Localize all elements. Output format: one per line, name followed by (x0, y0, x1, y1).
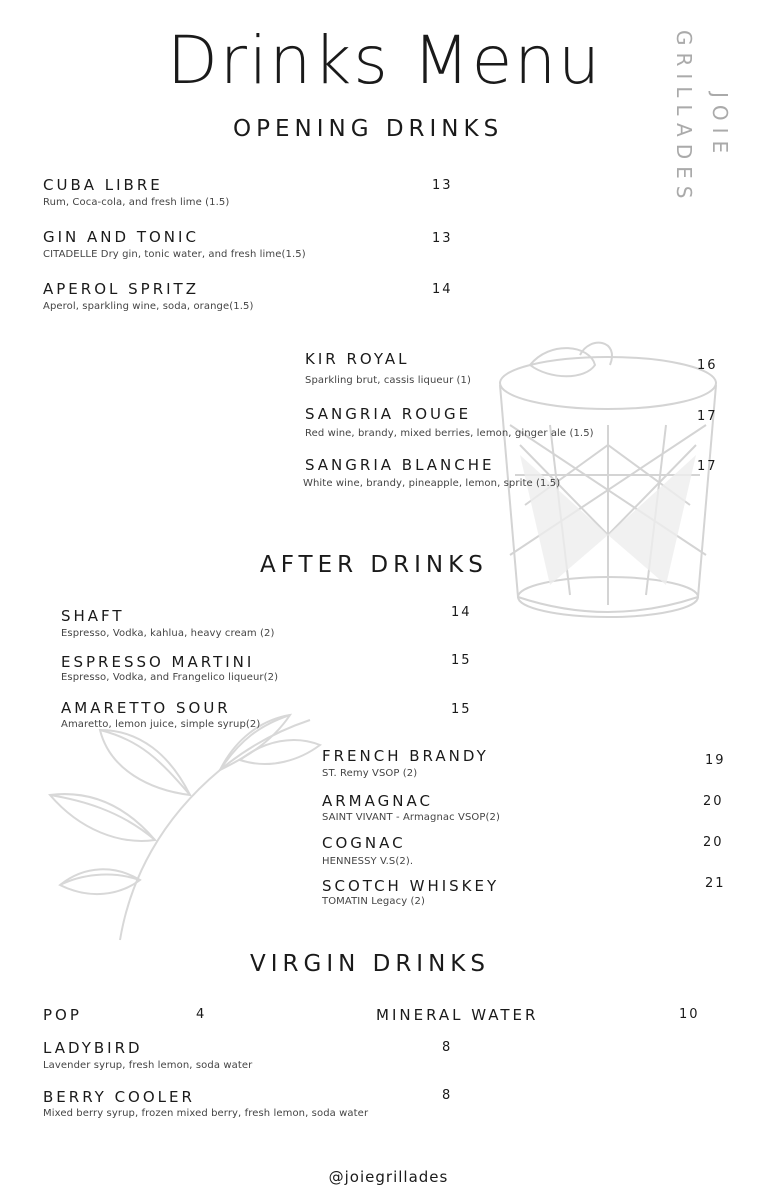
drink-name: FRENCH BRANDY (322, 747, 489, 765)
drink-price: 4 (196, 1007, 207, 1022)
drink-price: 15 (451, 702, 472, 717)
drink-price: 20 (703, 794, 724, 809)
drink-price: 17 (697, 409, 718, 424)
section-title-opening: OPENING DRINKS (233, 116, 504, 142)
drink-price: 14 (432, 282, 453, 297)
drink-name: CUBA LIBRE (43, 176, 163, 194)
drink-name: MINERAL WATER (376, 1006, 539, 1024)
brand-line-joie: JOIE (708, 92, 732, 161)
drink-price: 10 (679, 1007, 700, 1022)
drink-price: 15 (451, 653, 472, 668)
section-title-virgin: VIRGIN DRINKS (250, 951, 490, 977)
drink-desc: Espresso, Vodka, kahlua, heavy cream (2) (61, 628, 275, 639)
drink-desc: ST. Remy VSOP (2) (322, 768, 418, 779)
menu-title: Drinks Menu (167, 22, 602, 99)
drink-desc: HENNESSY V.S(2). (322, 856, 414, 867)
drink-desc: Espresso, Vodka, and Frangelico liqueur(2) (61, 672, 279, 683)
drink-desc: Aperol, sparkling wine, soda, orange(1.5) (43, 301, 254, 312)
drink-name: COGNAC (322, 834, 406, 852)
drink-name: BERRY COOLER (43, 1088, 195, 1106)
drink-name: SHAFT (61, 607, 125, 625)
drink-name: LADYBIRD (43, 1039, 143, 1057)
drink-name: KIR ROYAL (305, 350, 410, 368)
leaf-illustration (40, 700, 330, 950)
drink-name: AMARETTO SOUR (61, 699, 231, 717)
drink-desc: SAINT VIVANT - Armagnac VSOP(2) (322, 812, 500, 823)
drink-price: 8 (442, 1040, 453, 1055)
drink-desc: Red wine, brandy, mixed berries, lemon, ginger ale (1.5) (305, 428, 594, 439)
drink-desc: Rum, Coca-cola, and fresh lime (1.5) (43, 197, 230, 208)
drink-desc: CITADELLE Dry gin, tonic water, and fresh lime(1.5) (43, 249, 306, 260)
drink-desc: TOMATIN Legacy (2) (322, 896, 425, 907)
drink-name: ARMAGNAC (322, 792, 433, 810)
drink-name: ESPRESSO MARTINI (61, 653, 255, 671)
instagram-handle: @joiegrillades (328, 1168, 449, 1186)
drink-desc: White wine, brandy, pineapple, lemon, sprite (1.5) (303, 478, 561, 489)
drink-price: 21 (705, 876, 726, 891)
drink-name: GIN AND TONIC (43, 228, 199, 246)
drink-name: APEROL SPRITZ (43, 280, 199, 298)
drink-name: POP (43, 1006, 82, 1024)
section-title-after: AFTER DRINKS (260, 552, 488, 578)
drink-price: 17 (697, 459, 718, 474)
drink-name: SANGRIA BLANCHE (305, 456, 495, 474)
drink-name: SANGRIA ROUGE (305, 405, 472, 423)
drink-price: 16 (697, 358, 718, 373)
drink-desc: Sparkling brut, cassis liqueur (1) (305, 375, 472, 386)
drink-price: 8 (442, 1088, 453, 1103)
drink-price: 14 (451, 605, 472, 620)
drink-price: 19 (705, 753, 726, 768)
drink-name: SCOTCH WHISKEY (322, 877, 500, 895)
drink-desc: Mixed berry syrup, frozen mixed berry, fresh lemon, soda water (43, 1108, 369, 1119)
drink-price: 13 (432, 231, 453, 246)
drink-desc: Amaretto, lemon juice, simple syrup(2) (61, 719, 261, 730)
brand-line-grillades: GRILLADES (672, 30, 696, 206)
drink-desc: Lavender syrup, fresh lemon, soda water (43, 1060, 253, 1071)
drink-price: 13 (432, 178, 453, 193)
drink-price: 20 (703, 835, 724, 850)
